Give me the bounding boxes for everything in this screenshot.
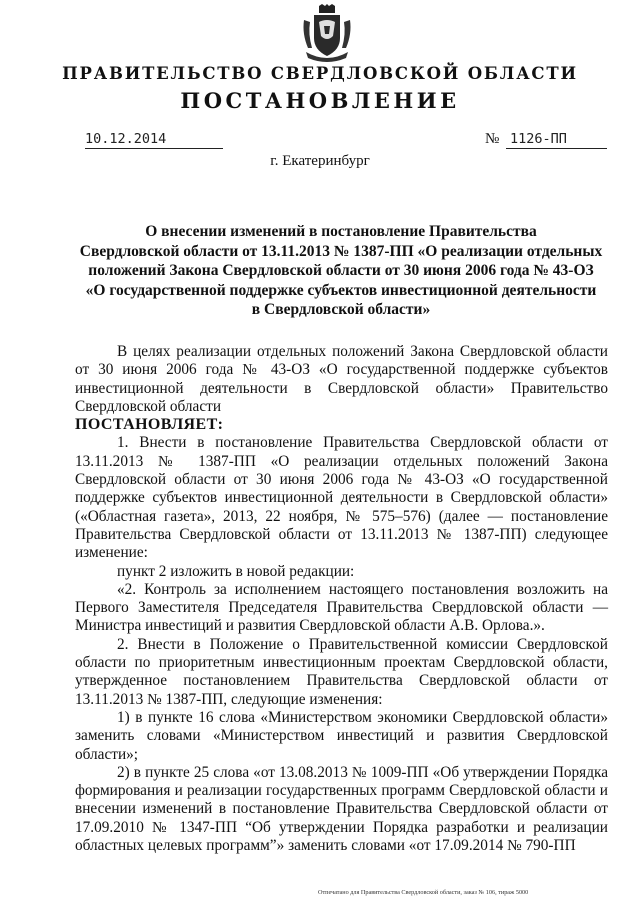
coat-of-arms-icon <box>300 4 354 62</box>
title-line: О внесении изменений в постановление Правительства <box>145 223 537 240</box>
title-line: Свердловской области от 13.11.2013 № 1387-ПП «О реализации отдельных <box>79 242 603 260</box>
clause-1-quote: «2. Контроль за исполнением настоящего постановления возложить на Первого Заместителя Председателя Правительства Свердловской области — Министра инвестиций и развития Свердловской области А.В. Орлова.». <box>75 580 608 635</box>
document-number: 1126-ПП <box>506 131 607 149</box>
clause-2-subitem-1: 1) в пункте 16 слова «Министерством экономики Свердловской области» заменить словами «Министерством инвестиций и развития Свердловской области»; <box>75 708 608 763</box>
print-note: Отпечатано для Правительства Свердловской области, заказ № 106, тираж 5000 <box>318 889 529 896</box>
clause-1-item: пункт 2 изложить в новой редакции: <box>117 562 355 580</box>
document-type: ПОСТАНОВЛЕНИЕ <box>180 88 460 113</box>
document-date: 10.12.2014 <box>85 131 223 149</box>
document-body <box>75 343 608 855</box>
title-line: «О государственной поддержке субъектов инвестиционной деятельности <box>85 281 597 299</box>
number-label: № <box>485 131 500 147</box>
title-line: положений Закона Свердловской области от 30 июня 2006 года № 43-ОЗ <box>88 262 594 279</box>
preamble-paragraph: В целях реализации отдельных положений Закона Свердловской области от 30 июня 2006 года № 43-ОЗ «О государственной поддержке субъектов инвестиционной деятельности в Свердловской области» Правительство Свердловской области <box>75 343 608 415</box>
clause-2: 2. Внести в Положение о Правительственной комиссии Свердловской области по приоритетным инвестиционным проектам Свердловской области, утвержденное постановлением Правительства Свердловской области от 13.11.2013 № 1387-ПП, следующие изменения: <box>75 635 608 708</box>
title-line: в Свердловской области» <box>251 301 431 318</box>
document-title <box>75 222 607 320</box>
resolves-heading: ПОСТАНОВЛЯЕТ: <box>75 416 224 434</box>
clause-1: 1. Внести в постановление Правительства Свердловской области от 13.11.2013 № 1387-ПП «О реализации отдельных положений Закона Свердловской области от 30 июня 2006 года № 43-ОЗ «О государственной поддержке субъектов инвестиционной деятельности в Свердловской области» («Областная газета», 2013, 22 ноября, № 575–576) (далее — постановление Правительства Свердловской области от 13.11.2013 № 1387-ПП) следующее изменение: <box>75 434 608 562</box>
clause-2-subitem-2: 2) в пункте 25 слова «от 13.08.2013 № 1009-ПП «Об утверждении Порядка формирования и реализации государственных программ Свердловской области и внесении изменений в постановление Правительства Свердловской области от 17.09.2010 № 1347-ПП “Об утверждении Порядка разработки и реализации областных целевых программ”» заменить словами «от 17.09.2014 № 790-ПП <box>75 763 608 855</box>
government-name: ПРАВИТЕЛЬСТВО СВЕРДЛОВСКОЙ ОБЛАСТИ <box>62 64 578 83</box>
city: г. Екатеринбург <box>270 153 370 169</box>
